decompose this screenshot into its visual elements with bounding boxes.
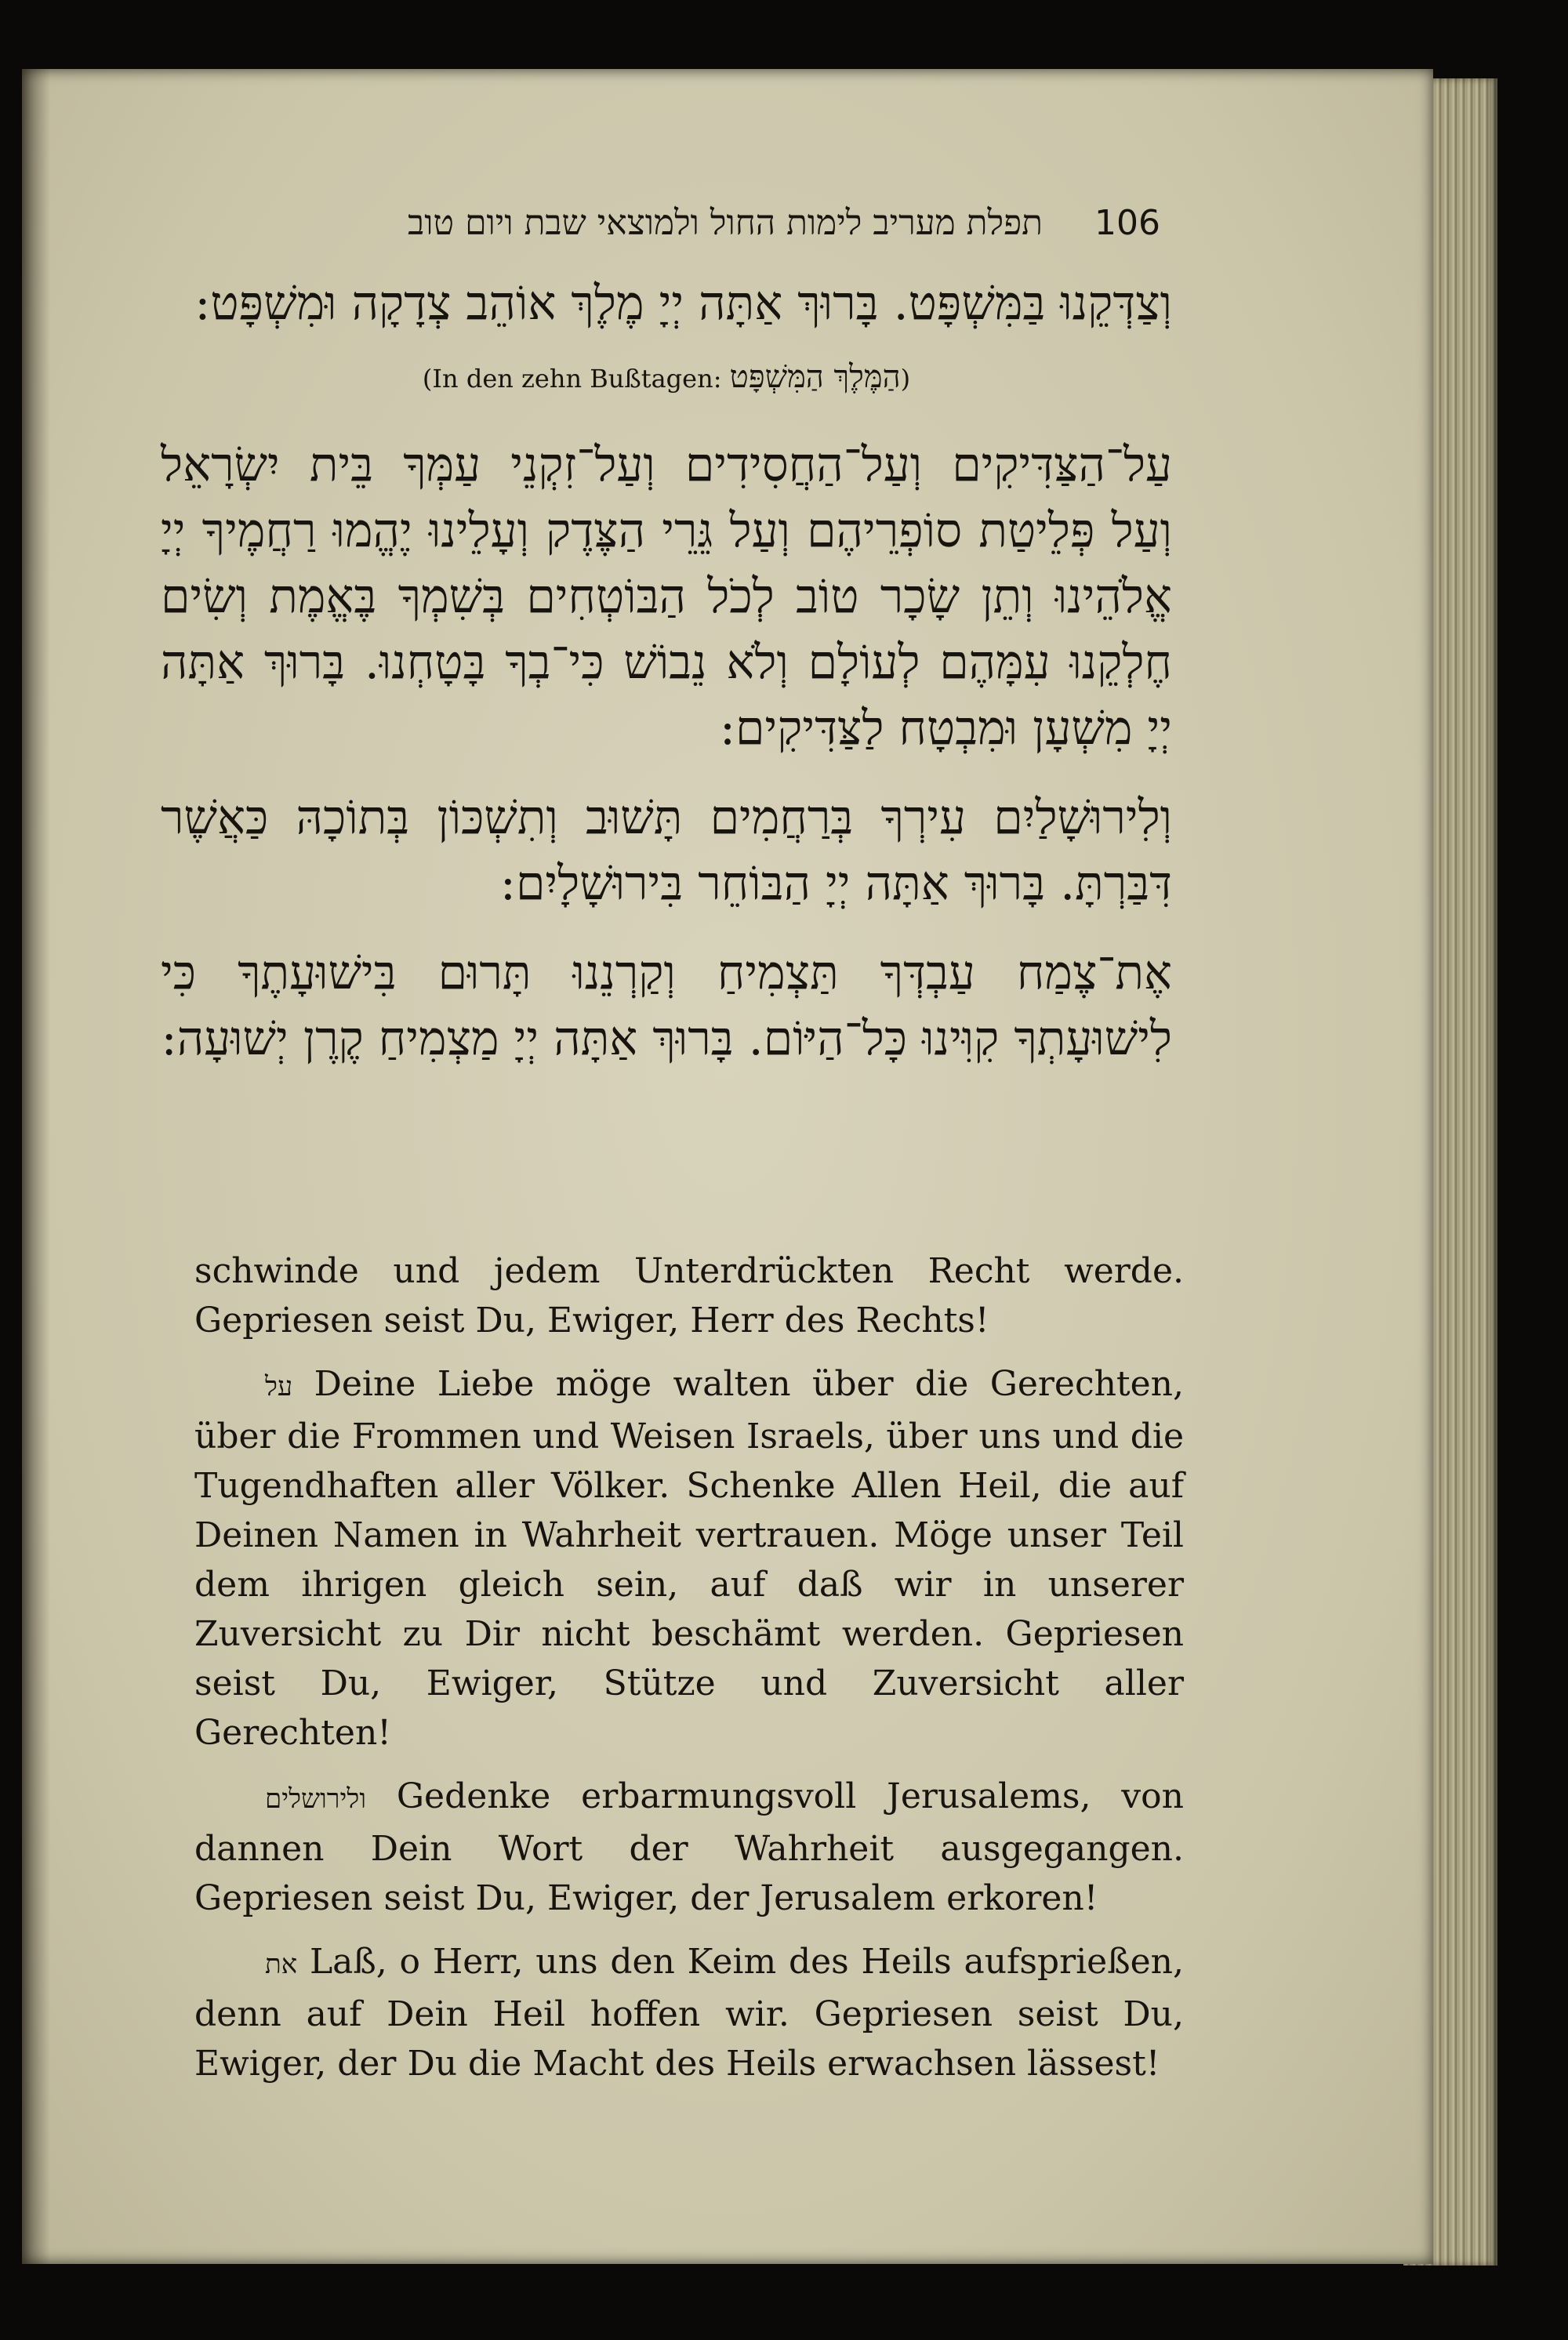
german-paragraph-4-keyword: את xyxy=(265,1949,298,1980)
german-translation xyxy=(194,1246,1184,2088)
german-paragraph-2-text: Deine Liebe möge walten über die Gerechten, über die Frommen und Weisen Israels, über uns und die Tugendhaften aller Völker. Schenke Allen Heil, die auf Deinen Namen in Wahrheit vertrauen. Möge unser Teil dem ihrigen gleich sein, auf daß wir in unserer Zuversicht zu Dir nicht beschämt werden. Gepriesen seist Du, Ewiger, Stütze und Zuversicht aller Gerechten! xyxy=(194,1364,1184,1753)
german-paragraph-4 xyxy=(194,1937,1184,2088)
german-paragraph-2 xyxy=(194,1359,1184,1758)
hebrew-paragraph-2: עַל־הַצַּדִּיקִים וְעַל־הַחֲסִידִים וְעַל־זִקְנֵי עַמְּךָ בֵּית יִשְׂרָאֵל וְעַל פְּלֵיטַת סוֹפְרֵיהֶם וְעַל גֵּרֵי הַצֶּדֶק וְעָלֵינוּ יֶהֱמוּ רַחֲמֶיךָ יְיָ אֱלֹהֵינוּ וְתֵן שָׂכָר טוֹב לְכֹל הַבּוֹטְחִים בְּשִׁמְךָ בֶּאֱמֶת וְשִׂים חֶלְקֵנוּ עִמָּהֶם לְעוֹלָם וְלֹא נֵבוֹשׁ כִּי־בְךָ בָּטָחְנוּ. בָּרוּךְ אַתָּה יְיָ מִשְׁעָן וּמִבְטָח לַצַּדִּיקִים: xyxy=(161,437,1172,756)
german-paragraph-3-text: Gedenke erbarmungsvoll Jerusalems, von dannen Dein Wort der Wahrheit ausgegangen. Gepriesen seist Du, Ewiger, der Jerusalem erkoren! xyxy=(194,1776,1184,1918)
hebrew-paragraph-1: וְצַדְּקֵנוּ בַּמִּשְׁפָּט. בָּרוּךְ אַתָּה יְיָ מֶלֶךְ אוֹהֵב צְדָקָה וּמִשְׁפָּט: xyxy=(194,276,1172,331)
german-paragraph-1: schwinde und jedem Unterdrückten Recht werde. Gepriesen seist Du, Ewiger, Herr des Rechts! xyxy=(194,1251,1184,1341)
running-header xyxy=(274,196,1160,259)
header-title: תפלת מעריב לימות החול ולמוצאי שבת ויום טוב xyxy=(408,203,1043,243)
hebrew-paragraph-4: אֶת־צֶמַח עַבְדְּךָ תַּצְמִיחַ וְקַרְנֵנוּ תָּרוּם בִּישׁוּעָתֶךָ כִּי לִישׁוּעָתְךָ קִוִּינוּ כָּל־הַיּוֹם. בָּרוּךְ אַתָּה יְיָ מַצְמִיחַ קֶרֶן יְשׁוּעָה: xyxy=(161,945,1172,1066)
german-paragraph-2-keyword: על xyxy=(265,1371,293,1402)
page-number: 106 xyxy=(1094,203,1160,243)
note-suffix: ) xyxy=(900,364,911,394)
hebrew-prayer-text xyxy=(161,270,1172,1072)
spine-shadow xyxy=(22,69,50,2264)
hebrew-paragraph-3: וְלִירוּשָׁלַיִם עִירְךָ בְּרַחֲמִים תָּשׁוּב וְתִשְׁכּוֹן בְּתוֹכָהּ כַּאֲשֶׁר דִּבַּרְתָּ. בָּרוּךְ אַתָּה יְיָ הַבּוֹחֵר בִּירוּשָׁלָיִם: xyxy=(161,790,1172,911)
german-paragraph-3-keyword: ולירושלים xyxy=(265,1783,367,1815)
note-hebrew: הַמֶּלֶךְ הַמִּשְׁפָּט xyxy=(729,359,901,395)
german-paragraph-4-text: Laß, o Herr, uns den Keim des Heils aufsprießen, denn auf Dein Heil hoffen wir. Gepriesen seist Du, Ewiger, der Du die Macht des Heils erwachsen lässest! xyxy=(194,1942,1184,2084)
penitence-days-note xyxy=(161,355,1172,401)
german-paragraph-3 xyxy=(194,1772,1184,1923)
note-prefix: (In den zehn Bußtagen: xyxy=(422,364,722,394)
